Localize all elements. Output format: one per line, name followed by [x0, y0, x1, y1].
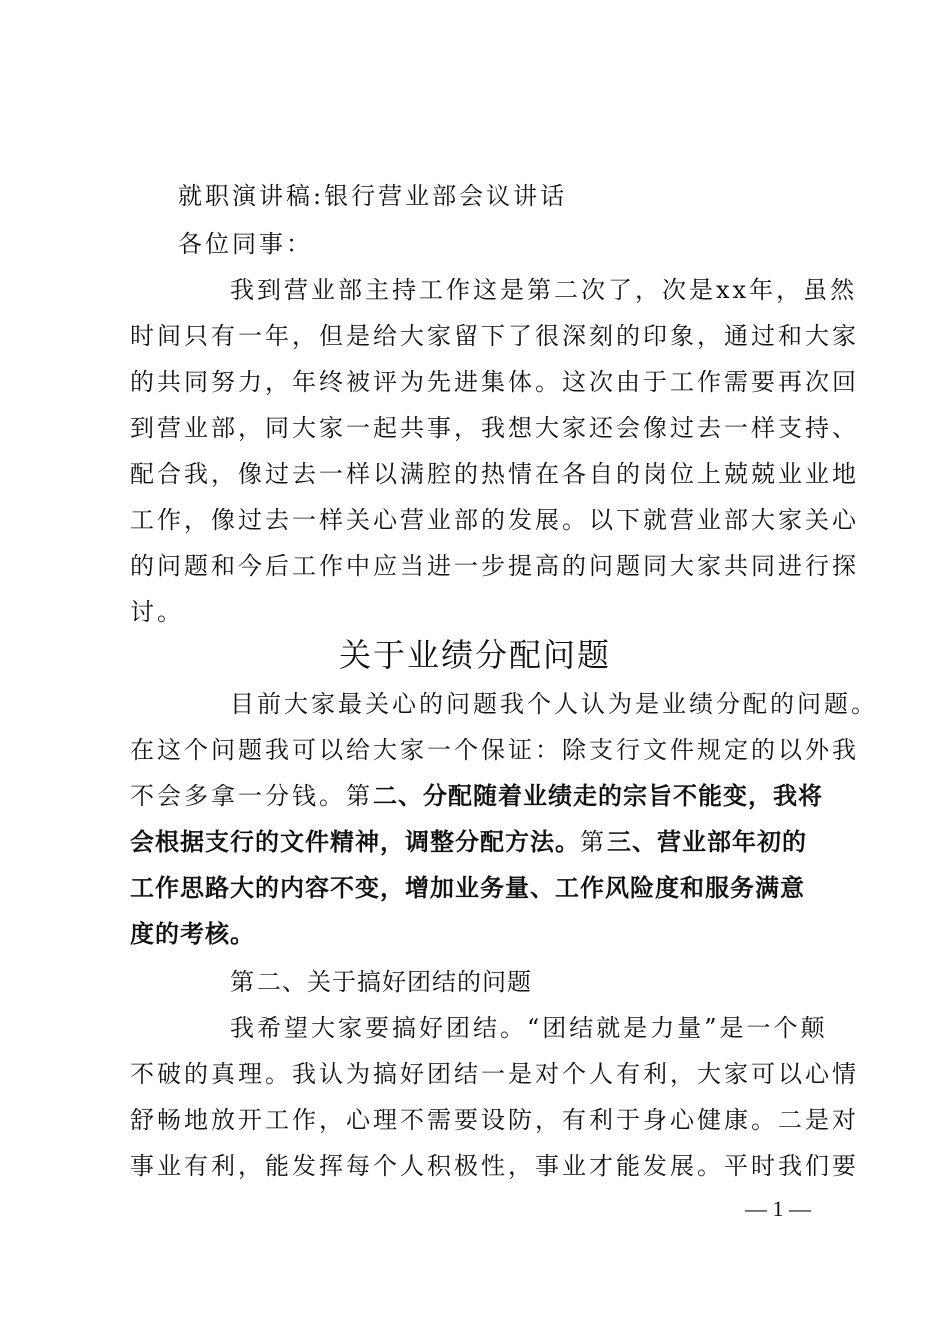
intro-line-5: 配合我，像过去一样以满腔的热情在各自的岗位上兢兢业业地 [130, 460, 859, 488]
section1-line-6: 度的考核。 [130, 920, 255, 948]
section1-line-3-normal: 不会多拿一分钱。第 [130, 782, 373, 810]
section1-line-3-bold: 二、分配随着业绩走的宗旨不能变，我将 [373, 782, 823, 810]
section1-line-3 [130, 781, 823, 811]
section-heading-unity [230, 967, 532, 997]
intro-line-3: 的共同努力，年终被评为先进集体。这次由于工作需要再次回 [130, 368, 859, 396]
section2-prefix: 第 [230, 968, 257, 996]
section1-line-4-bold-b: 三、营业部年初的 [607, 828, 807, 856]
document-title: 就职演讲稿:银行营业部会议讲话 [178, 182, 568, 210]
intro-line-1: 我到营业部主持工作这是第二次了，次是xx年，虽然 [230, 276, 858, 304]
section2-line-1: 我希望大家要搞好团结。“团结就是力量”是一个颠 [230, 1014, 828, 1042]
greeting: 各位同事： [178, 230, 313, 258]
section1-line-4-bold-a: 会根据支行的文件精神，调整分配方法。 [130, 828, 580, 856]
section2-line-2: 不破的真理。我认为搞好团结一是对个人有利，大家可以心情 [130, 1060, 859, 1088]
section2-heading-text: 二、关于搞好团结的问题 [257, 968, 532, 996]
section-heading-performance: 关于业绩分配问题 [338, 636, 611, 674]
intro-line-7: 的问题和今后工作中应当进一步提高的问题同大家共同进行探 [130, 552, 859, 580]
section1-line-2: 在这个问题我可以给大家一个保证：除支行文件规定的以外我 [130, 736, 859, 764]
section1-line-5: 工作思路大的内容不变，增加业务量、工作风险度和服务满意 [130, 874, 805, 902]
intro-line-2: 时间只有一年，但是给大家留下了很深刻的印象，通过和大家 [130, 322, 859, 350]
section1-line-4 [130, 827, 807, 857]
intro-line-6: 工作，像过去一样关心营业部的发展。以下就营业部大家关心 [130, 506, 859, 534]
section2-line-3: 舒畅地放开工作，心理不需要设防，有利于身心健康。二是对 [130, 1106, 859, 1134]
section1-line-1: 目前大家最关心的问题我个人认为是业绩分配的问题。 [230, 690, 878, 718]
section2-line-4: 事业有利，能发挥每个人积极性，事业才能发展。平时我们要 [130, 1152, 859, 1180]
page-number: — 1 — [745, 1196, 811, 1221]
section1-line-4-normal: 第 [580, 828, 607, 856]
intro-line-4: 到营业部，同大家一起共事，我想大家还会像过去一样支持、 [130, 414, 859, 442]
intro-line-8: 讨。 [130, 598, 184, 626]
